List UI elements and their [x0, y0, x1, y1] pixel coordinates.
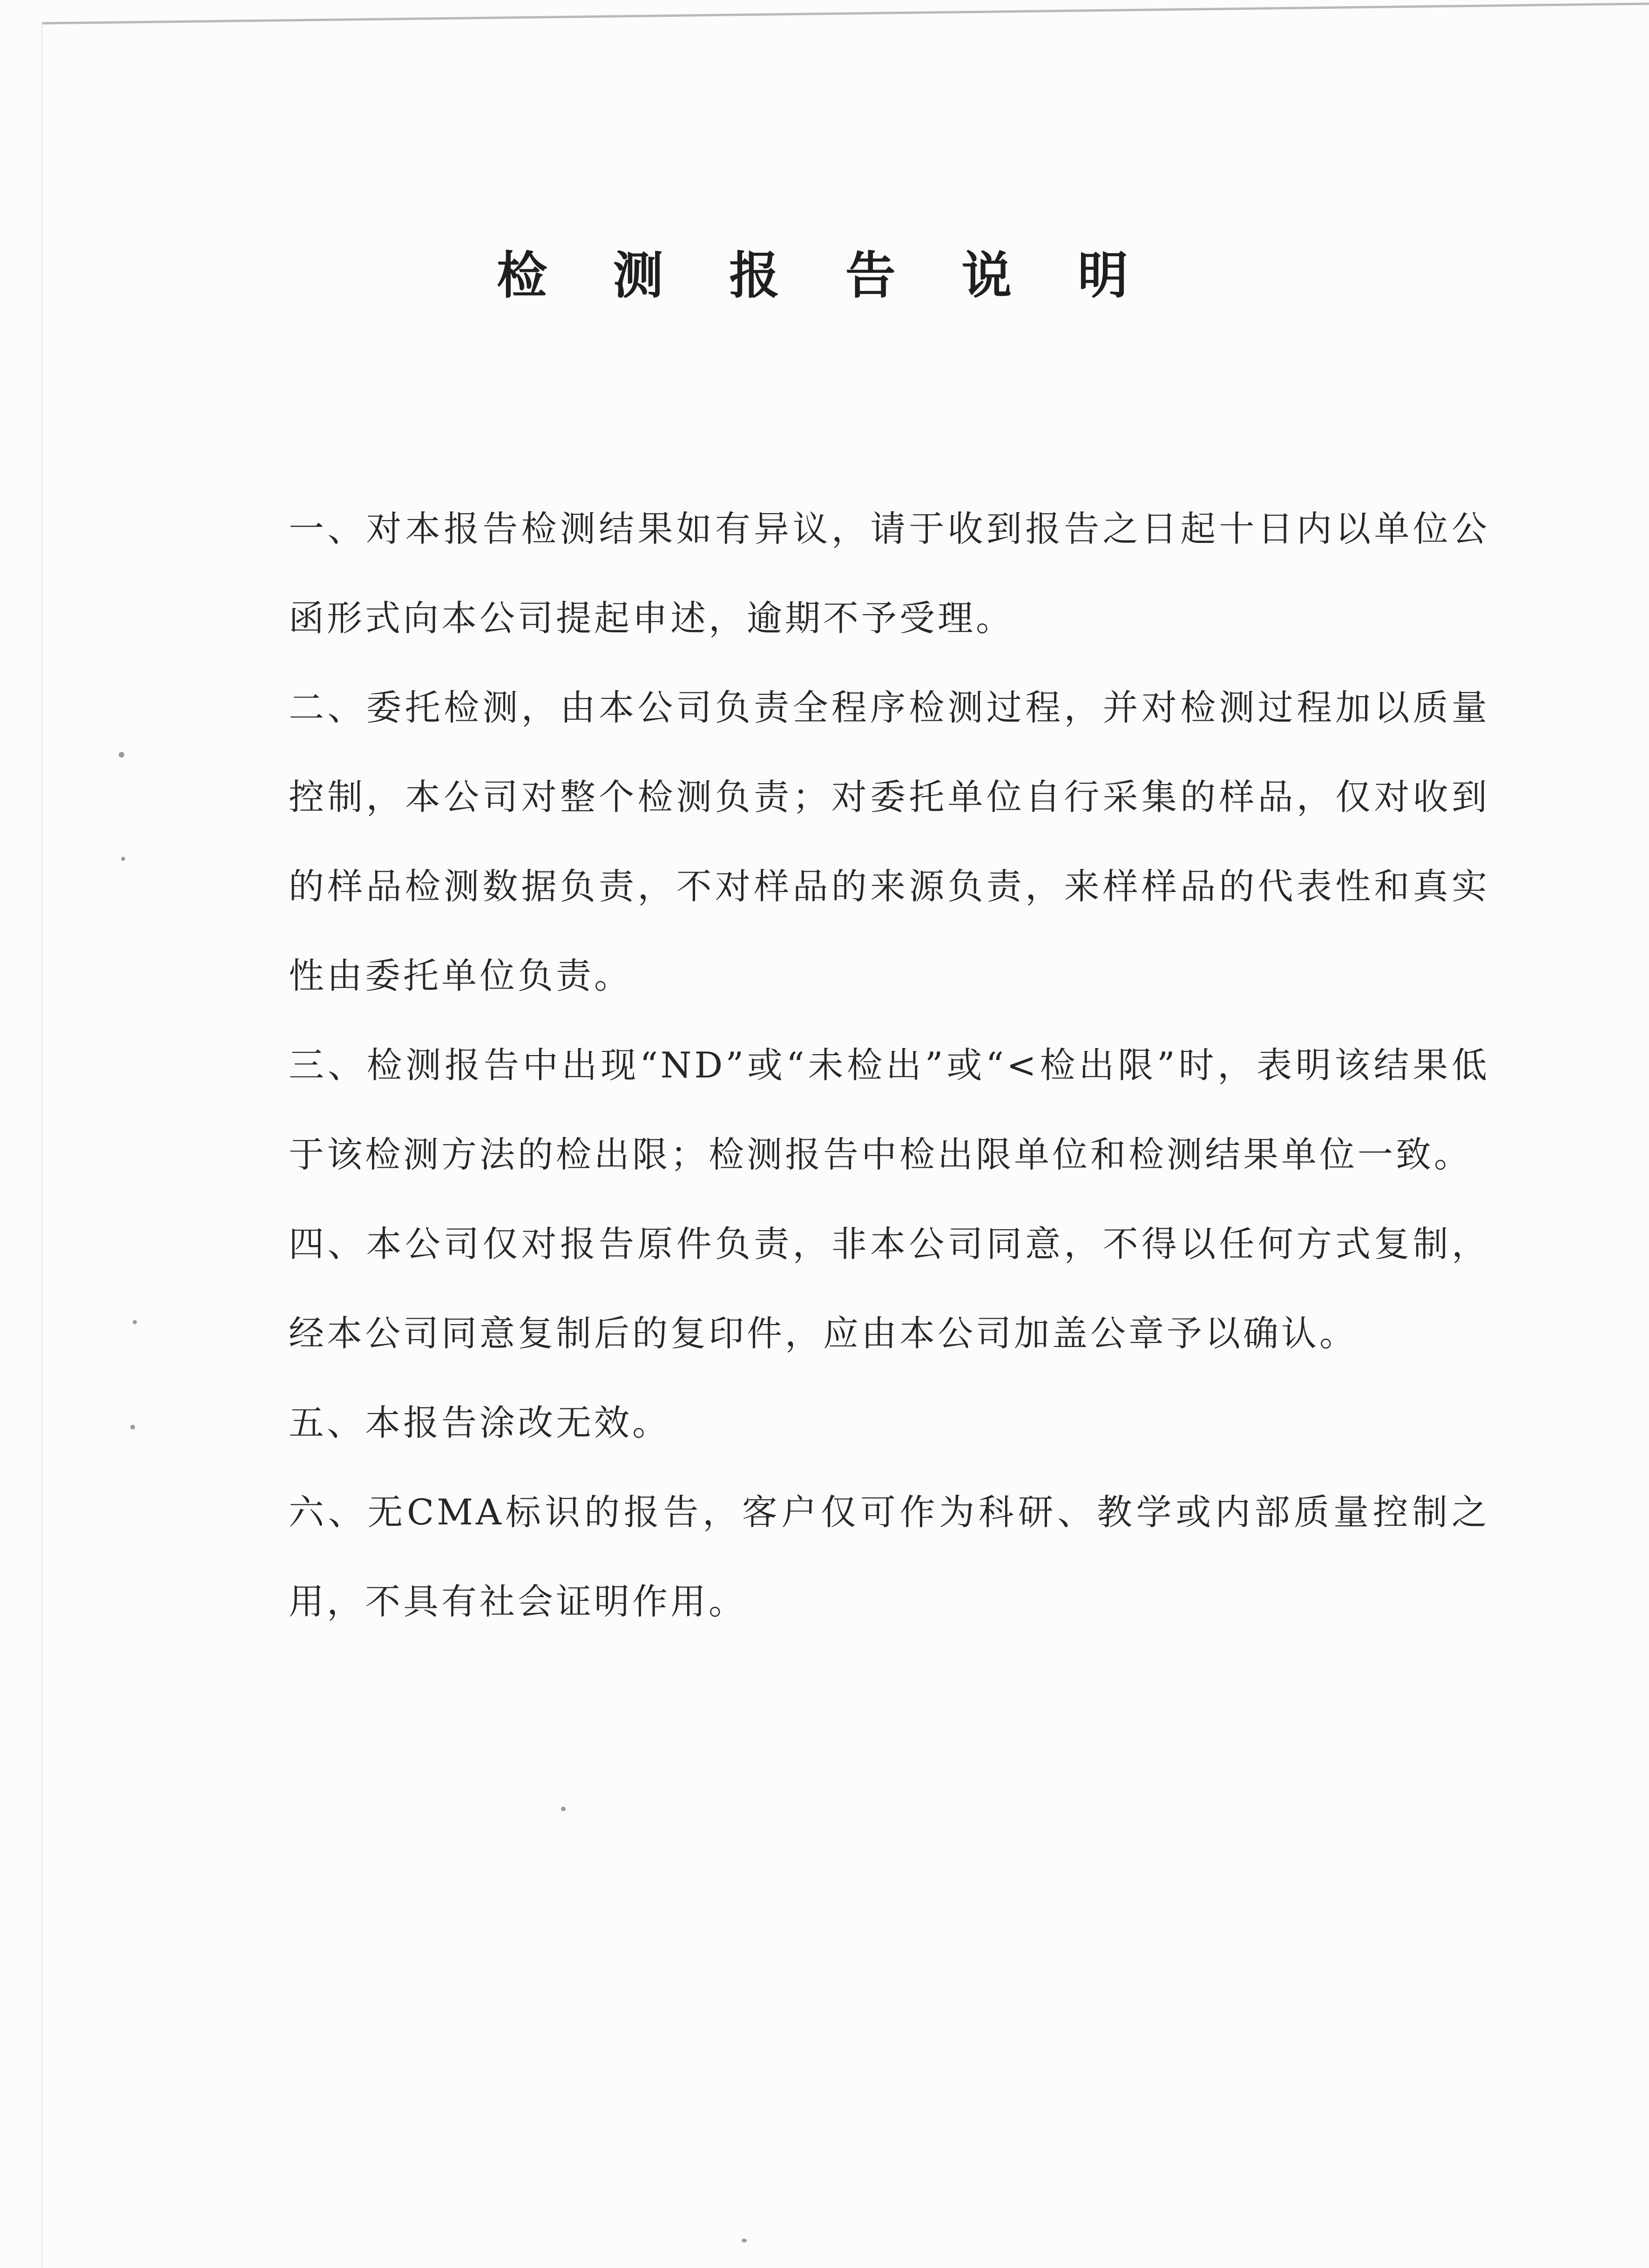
- scan-speck: [121, 857, 125, 861]
- paragraph-4: 四、本公司仅对报告原件负责，非本公司同意，不得以任何方式复制，经本公司同意复制后的复印件，应由本公司加盖公章予以确认。: [289, 1223, 1490, 1354]
- paragraph-1: 一、对本报告检测结果如有异议，请于收到报告之日起十日内以单位公函形式向本公司提起申述，逾期不予受理。: [289, 508, 1490, 639]
- page-title: 检 测 报 告 说 明: [497, 246, 1152, 305]
- paragraph-3: 三、检测报告中出现“ND”或“未检出”或“<检出限”时，表明该结果低于该检测方法的检出限；检测报告中检出限单位和检测结果单位一致。: [289, 1044, 1490, 1175]
- scan-speck: [561, 1807, 566, 1811]
- paragraph-6: 六、无CMA标识的报告，客户仅可作为科研、教学或内部质量控制之用，不具有社会证明作用。: [289, 1491, 1490, 1622]
- scan-speck: [130, 1425, 135, 1429]
- document-body: [289, 484, 1490, 1646]
- paragraph-5: 五、本报告涂改无效。: [289, 1402, 670, 1443]
- scan-speck: [119, 752, 124, 758]
- scan-speck: [742, 2239, 747, 2242]
- paragraph-2: 二、委托检测，由本公司负责全程序检测过程，并对检测过程加以质量控制，本公司对整个检测负责；对委托单位自行采集的样品，仅对收到的样品检测数据负责，不对样品的来源负责，来样样品的代表性和真实性由委托单位负责。: [289, 687, 1490, 996]
- scan-speck: [133, 1320, 137, 1324]
